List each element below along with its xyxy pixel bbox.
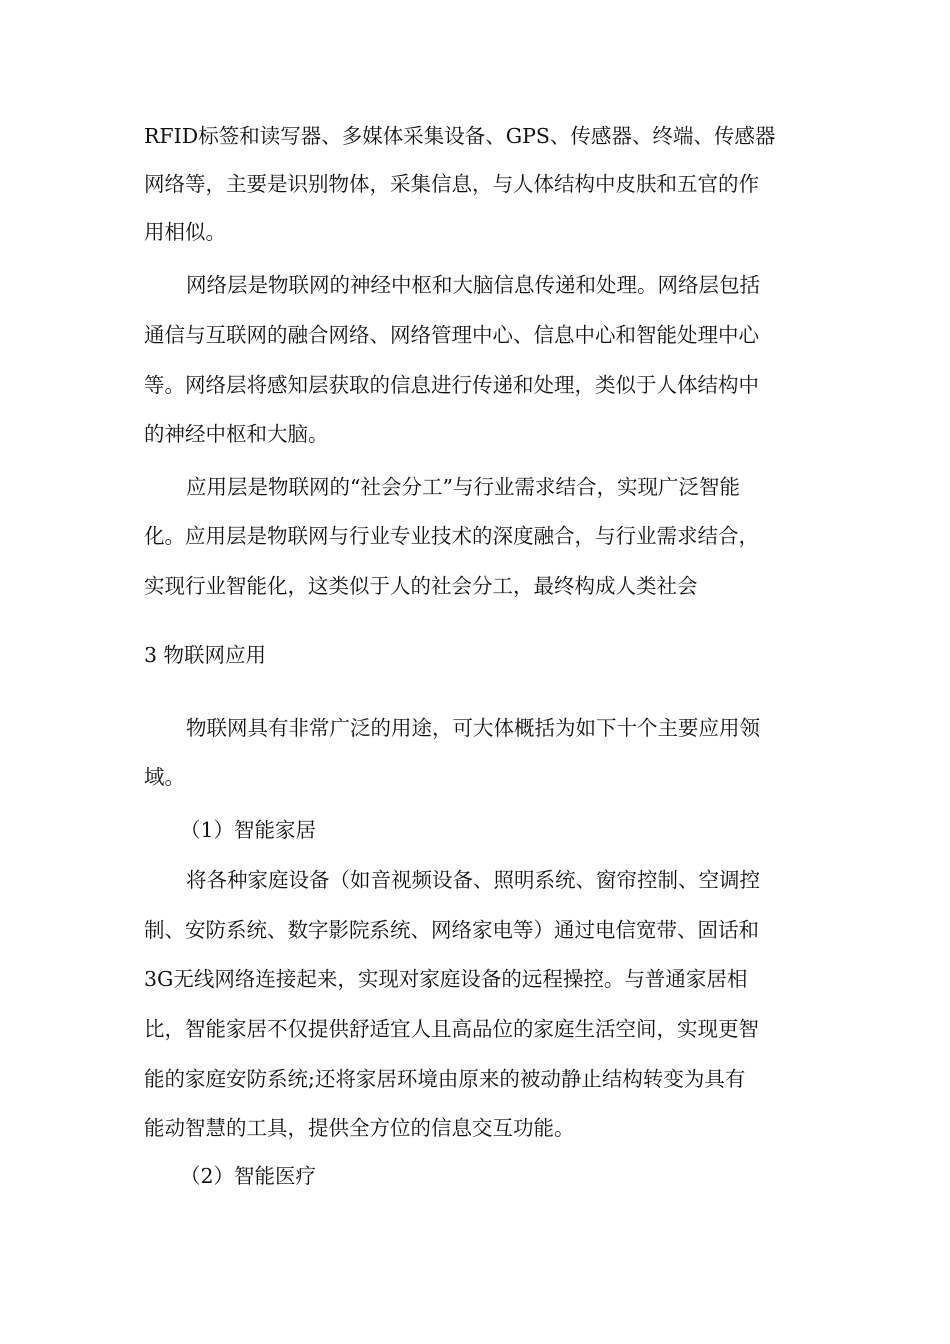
paragraph-line: 比，智能家居不仅提供舒适宜人且高品位的家庭生活空间，实现更智	[144, 1017, 759, 1041]
paragraph-line: 网络等，主要是识别物体，采集信息，与人体结构中皮肤和五官的作	[144, 172, 759, 196]
paragraph-line: 等。网络层将感知层获取的信息进行传递和处理，类似于人体结构中	[144, 373, 759, 397]
paragraph-line: 将各种家庭设备（如音视频设备、照明系统、窗帘控制、空调控	[186, 868, 760, 892]
subsection-heading: （1）智能家居	[180, 818, 317, 842]
paragraph-line: 化。应用层是物联网与行业专业技术的深度融合，与行业需求结合，	[144, 524, 759, 548]
paragraph-line: 实现行业智能化，这类似于人的社会分工，最终构成人类社会	[144, 574, 698, 598]
paragraph-line: 3G无线网络连接起来，实现对家庭设备的远程操控。与普通家居相	[144, 967, 748, 991]
paragraph-line: 域。	[144, 765, 185, 789]
paragraph-line: 能动智慧的工具，提供全方位的信息交互功能。	[144, 1116, 575, 1140]
paragraph-line: RFID标签和读写器、多媒体采集设备、GPS、传感器、终端、传感器	[144, 124, 776, 148]
paragraph-line: 网络层是物联网的神经中枢和大脑信息传递和处理。网络层包括	[186, 273, 760, 297]
paragraph-line: 用相似。	[144, 220, 226, 244]
subsection-heading: （2）智能医疗	[180, 1164, 317, 1188]
paragraph-line: 物联网具有非常广泛的用途，可大体概括为如下十个主要应用领	[186, 716, 760, 740]
paragraph-line: 的神经中枢和大脑。	[144, 422, 329, 446]
paragraph-line: 通信与互联网的融合网络、网络管理中心、信息中心和智能处理中心	[144, 323, 759, 347]
paragraph-line: 能的家庭安防系统;还将家居环境由原来的被动静止结构转变为具有	[144, 1067, 746, 1091]
paragraph-line: 制、安防系统、数字影院系统、网络家电等）通过电信宽带、固话和	[144, 918, 759, 942]
section-heading: 3 物联网应用	[144, 643, 267, 667]
paragraph-line: 应用层是物联网的“社会分工”与行业需求结合，实现广泛智能	[186, 475, 740, 499]
